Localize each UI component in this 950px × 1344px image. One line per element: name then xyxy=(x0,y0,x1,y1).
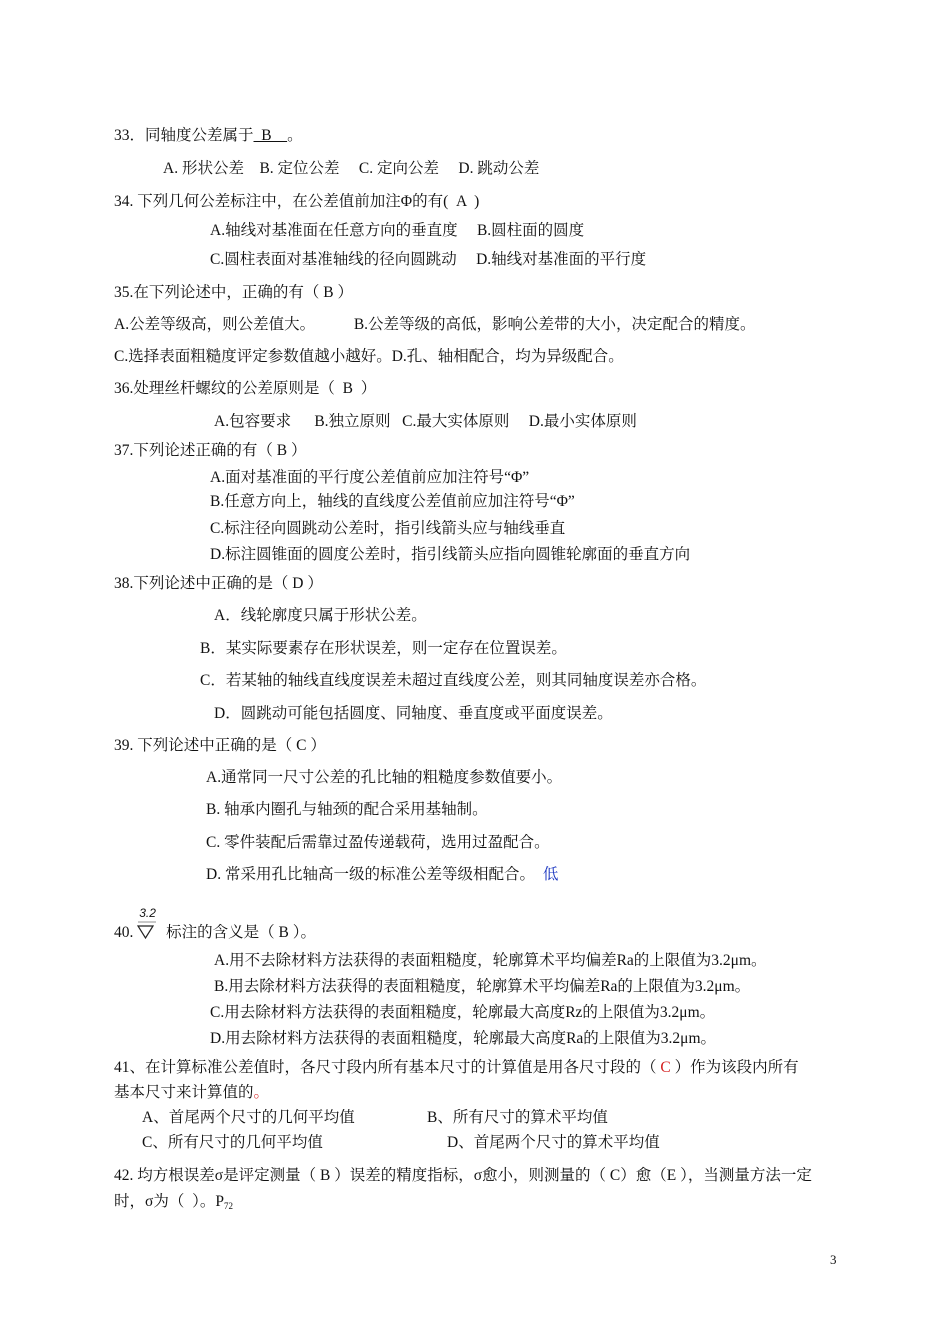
q35-options-cd: C.选择表面粗糙度评定参数值越小越好。D.孔、轴相配合，均为异级配合。 xyxy=(114,348,624,365)
q40-stem-text: 标注的含义是（ B ）。 xyxy=(166,924,316,941)
q38-stem: 38.下列论述中正确的是（ D ） xyxy=(114,575,323,592)
q41-option-d: D、首尾两个尺寸的算术平均值 xyxy=(447,1134,660,1151)
q34-options-cd: C.圆柱表面对基准轴线的径向圆跳动 D.轴线对基准面的平行度 xyxy=(210,251,647,268)
q37-option-d: D.标注圆锥面的圆度公差时，指引线箭头应指向圆锥轮廓面的垂直方向 xyxy=(210,546,691,563)
q33-stem-end: 。 xyxy=(287,127,303,144)
q37-option-a: A.面对基准面的平行度公差值前应加注符号“Φ” xyxy=(210,469,530,486)
q41-stem-cont: ）作为该段内所有 xyxy=(674,1059,799,1076)
q38-option-a: A．线轮廓度只属于形状公差。 xyxy=(214,607,427,624)
q42-page-ref: 72 xyxy=(223,1201,233,1211)
q42-stem-line2 xyxy=(114,1192,233,1216)
q33-stem-text: 33．同轴度公差属于 xyxy=(114,127,254,144)
q41-stem-line1 xyxy=(114,1058,799,1078)
q34-options-ab: A.轴线对基准面在任意方向的垂直度 B.圆柱面的圆度 xyxy=(210,222,585,239)
q41-option-c: C、所有尺寸的几何平均值 xyxy=(142,1134,323,1151)
q39-option-b: B. 轴承内圈孔与轴颈的配合采用基轴制。 xyxy=(206,801,488,818)
q41-stem-line2-text: 基本尺寸来计算值的 xyxy=(114,1084,254,1101)
q41-stem-text: 41、在计算标准公差值时，各尺寸段内所有基本尺寸的计算值是用各尺寸段的（ xyxy=(114,1059,657,1076)
q33-stem xyxy=(114,126,303,146)
q35-options-ab: A.公差等级高，则公差值大。 B.公差等级的高低，影响公差带的大小，决定配合的精度。 xyxy=(114,316,756,333)
q41-answer: C xyxy=(656,1059,675,1076)
q40-option-d: D.用去除材料方法获得的表面粗糙度，轮廓最大高度Ra的上限值为3.2μm。 xyxy=(210,1030,717,1047)
roughness-triangle-icon xyxy=(137,920,159,940)
q39-option-a: A.通常同一尺寸公差的孔比轴的粗糙度参数值要小。 xyxy=(206,769,563,786)
q36-stem: 36.处理丝杆螺纹的公差原则是（ B ） xyxy=(114,380,377,397)
q39-stem: 39. 下列论述中正确的是（ C ） xyxy=(114,737,326,754)
q39-option-d-text: D. 常采用孔比轴高一级的标准公差等级相配合。 xyxy=(206,866,535,883)
q34-stem: 34. 下列几何公差标注中，在公差值前加注Φ的有( A ) xyxy=(114,193,480,210)
q41-stem-end: 。 xyxy=(253,1084,270,1101)
q35-stem: 35.在下列论述中，正确的有（ B ） xyxy=(114,284,353,301)
q40-stem xyxy=(114,906,316,943)
q36-options: A.包容要求 B.独立原则 C.最大实体原则 D.最小实体原则 xyxy=(214,413,637,430)
q38-option-b: B．某实际要素存在形状误差，则一定存在位置误差。 xyxy=(200,640,567,657)
q40-option-b: B.用去除材料方法获得的表面粗糙度，轮廓算术平均偏差Ra的上限值为3.2μm。 xyxy=(214,978,751,995)
q33-answer: B xyxy=(253,127,288,144)
q39-option-c: C. 零件装配后需靠过盈传递载荷，选用过盈配合。 xyxy=(206,834,550,851)
q33-options: A. 形状公差 B. 定位公差 C. 定向公差 D. 跳动公差 xyxy=(163,160,540,177)
q41-option-b: B、所有尺寸的算术平均值 xyxy=(427,1109,608,1126)
page-number: 3 xyxy=(830,1252,837,1267)
q38-option-c: C．若某轴的轴线直线度误差未超过直线度公差，则其同轴度误差亦合格。 xyxy=(200,672,707,689)
q41-option-a: A、首尾两个尺寸的几何平均值 xyxy=(142,1109,355,1126)
q40-option-c: C.用去除材料方法获得的表面粗糙度，轮廓最大高度Rz的上限值为3.2μm。 xyxy=(210,1004,716,1021)
q40-option-a: A.用不去除材料方法获得的表面粗糙度，轮廓算术平均偏差Ra的上限值为3.2μm。 xyxy=(214,952,767,969)
q41-stem-line2 xyxy=(114,1083,269,1103)
q40-number: 40. xyxy=(114,924,134,941)
q42-stem-line1: 42. 均方根误差σ是评定测量（ B ）误差的精度指标，σ愈小，则测量的（ C）愈（E ），当测量方法一定 xyxy=(114,1167,812,1184)
q38-option-d: D．圆跳动可能包括圆度、同轴度、垂直度或平面度误差。 xyxy=(214,705,613,722)
roughness-value: 3.2 xyxy=(139,906,156,920)
q37-option-c: C.标注径向圆跳动公差时，指引线箭头应与轴线垂直 xyxy=(210,520,566,537)
surface-roughness-symbol xyxy=(137,906,159,940)
q37-option-b: B.任意方向上，轴线的直线度公差值前应加注符号“Φ” xyxy=(210,493,575,510)
q39-margin-note: 低 xyxy=(542,866,559,883)
q42-stem-line2-text: 时，σ为（ ）。P xyxy=(114,1193,224,1210)
q37-stem: 37.下列论述正确的有（ B ） xyxy=(114,442,307,459)
q39-option-d xyxy=(206,865,558,885)
